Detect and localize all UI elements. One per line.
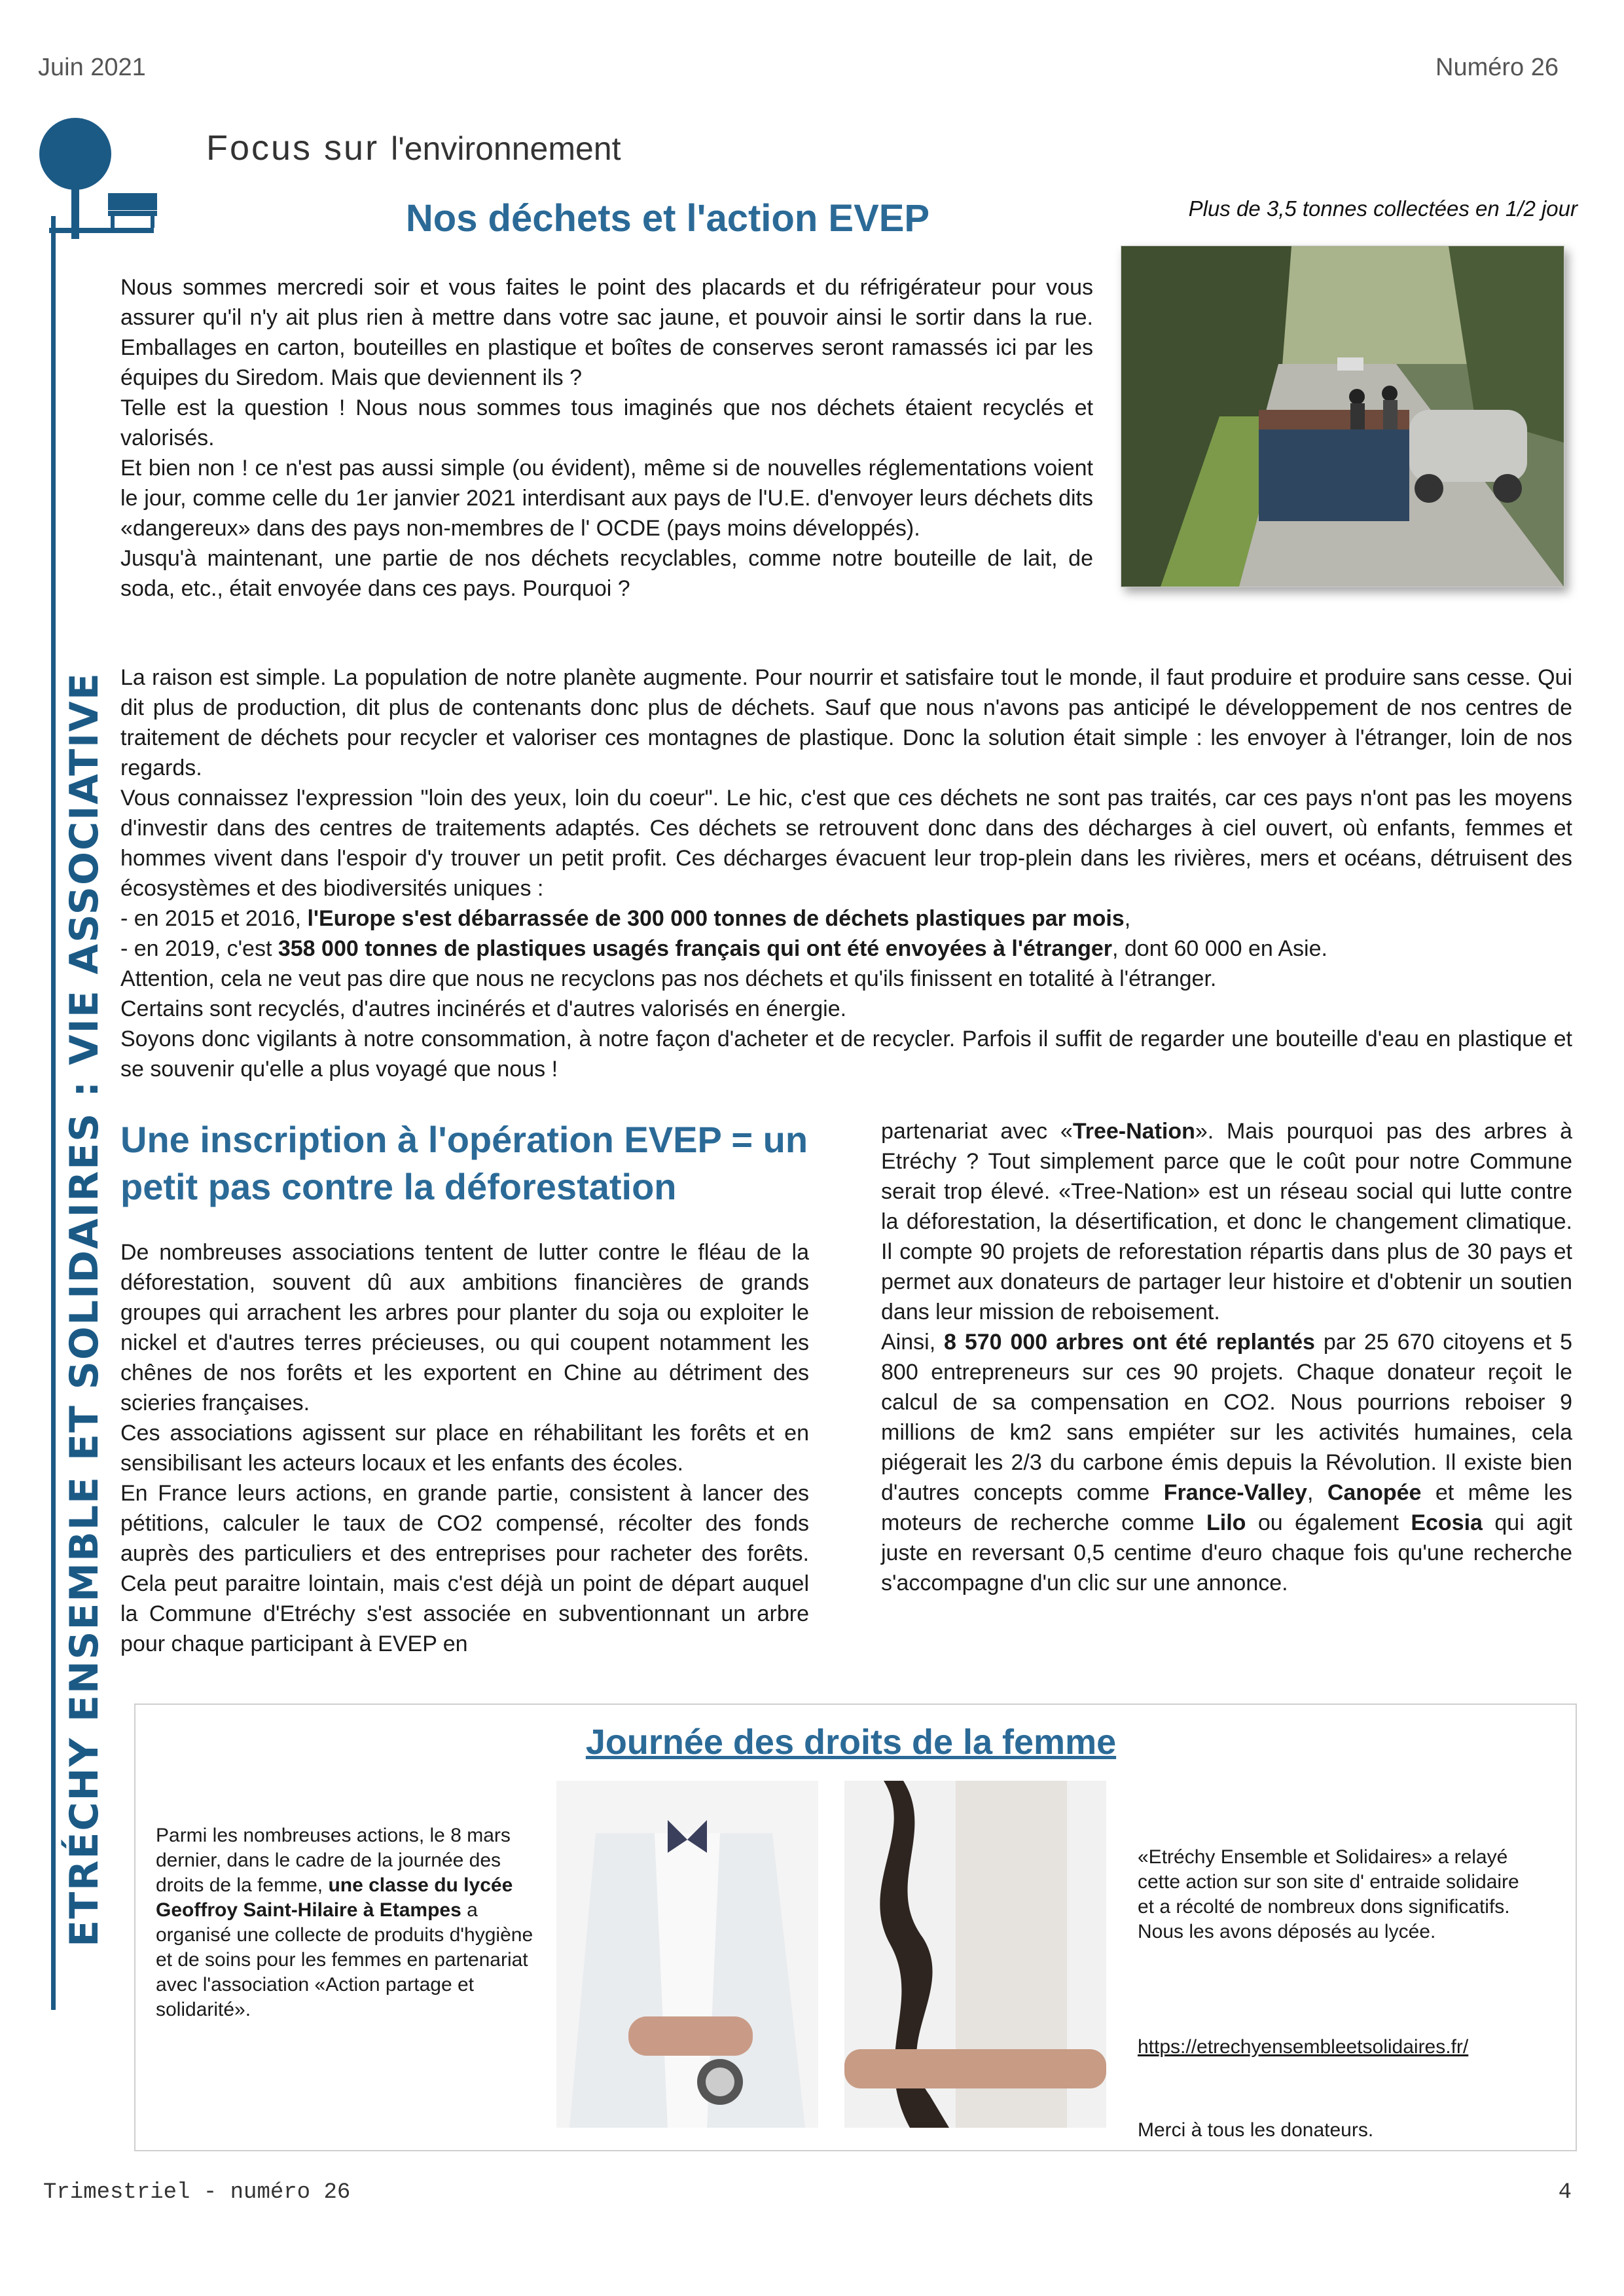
bullet-2019-bold: 358 000 tonnes de plastiques usagés français qui ont été envoyées à l'étranger — [278, 936, 1112, 961]
article2-left-p2: Ces associations agissent sur place en réhabilitant les forêts et en sensibilisant les acteurs locaux et les enfants des écoles. — [120, 1421, 809, 1476]
box-right-p1: «Etréchy Ensemble et Solidaires» a relayé cette action sur son site d' entraide solidaire et a récolté de nombreux dons significatifs. — [1138, 1846, 1519, 1918]
article1-p9: Soyons donc vigilants à notre consommation, à notre façon d'acheter et de recycler. Parfois il suffit de regarder une bouteille d'eau en plastique et se souvenir qu'elle a plus voyagé que nous ! — [120, 1027, 1572, 1082]
article2-left-p1: De nombreuses associations tentent de lutter contre le fléau de la déforestation, souvent dû aux ambitions financières de grands groupes qui arrachent les arbres pour planter du soja ou exploiter le nickel et d'autres terres précieuses, ou qui coupent notamment les chênes de nos forêts et les exportent en Chine au détriment des scieries françaises. — [120, 1240, 809, 1415]
side-rail — [51, 216, 56, 2010]
roadside-dumpster-illustration — [1121, 246, 1564, 587]
article1-p5: La raison est simple. La population de notre planète augmente. Pour nourrir et satisfaire tout le monde, il faut produire et produire sans cesse. Qui dit plus de production, dit plus de contenants donc plus de déchets. Sauf que nous n'avons pas anticipé le développement de nos centres de traitement de déchets pour recycler et valoriser ces montagnes de plastique. Donc la solution était simple : les envoyer à l'étranger, loin de nos regards. — [120, 665, 1572, 780]
collection-photo — [1121, 246, 1564, 587]
man-photo — [556, 1781, 818, 2128]
article2-left-column — [120, 1237, 809, 1659]
box-left-text: Parmi les nombreuses actions, le 8 mars dernier, dans le cadre de la journée des droits de la femme, une classe du lycée Geoffroy Saint-Hilaire à Etampes a organisé une collecte de produits d'hygiène et de soins pour les femmes en partenariat avec l'association «Action partage et solidarité». — [156, 1825, 533, 2020]
man-in-suit-illustration — [556, 1781, 818, 2128]
box-title: Journée des droits de la femme — [585, 1722, 1117, 1762]
lilo-bold: Lilo — [1206, 1510, 1246, 1535]
article1-p1: Nous sommes mercredi soir et vous faites le point des placards et du réfrigérateur pour vous assurer qu'il n'y ait plus rien à mettre dans votre sac jaune, et pouvoir ainsi le sortir dans la rue. Emballages en carton, bouteilles en plastique et boîtes de conserves seront ramassés ici par les équipes du Siredom. Mais que deviennent ils ? — [120, 275, 1093, 390]
kicker-b: l'environnement — [391, 130, 621, 167]
bullet-2015-bold: l'Europe s'est débarrassée de 300 000 tonnes de déchets plastiques par mois — [307, 906, 1125, 931]
lycee-bold: une classe du lycée Geoffroy Saint-Hilaire à Etampes — [156, 1874, 513, 1921]
article1-title: Nos déchets et l'action EVEP — [405, 197, 930, 240]
article1-body-top — [120, 272, 1093, 604]
thanks-text: Merci à tous les donateurs. — [1138, 2119, 1374, 2141]
box-right-p2: Nous les avons déposés au lycée. — [1138, 1921, 1436, 1942]
header-issue: Numéro 26 — [1435, 54, 1559, 81]
header-date: Juin 2021 — [38, 54, 146, 81]
trees-replanted-bold: 8 570 000 arbres ont été replantés — [944, 1330, 1315, 1355]
ecosia-bold: Ecosia — [1411, 1510, 1483, 1535]
woman-braid-illustration — [844, 1781, 1106, 2128]
article1-p2: Telle est la question ! Nous nous sommes tous imaginés que nos déchets étaient recyclés et valorisés. — [120, 395, 1093, 450]
page-number: 4 — [1558, 2180, 1572, 2205]
article2-right-p1: partenariat avec «Tree-Nation». Mais pourquoi pas des arbres à Etréchy ? Tout simplement parce que le coût pour notre Commune serait trop élevé. «Tree-Nation» est un réseau social qui lutte contre la déforestation, la désertification, et donc le changement climatique. Il compte 90 projets de reforestation répartis dans plus de 30 pays et permet aux donateurs de partager leur histoire et d'obtenir un soutien dans leur mission de reboisement. — [881, 1119, 1572, 1324]
bullet-2015: - en 2015 et 2016, l'Europe s'est débarrassée de 300 000 tonnes de déchets plastiques par mois, — [120, 906, 1131, 931]
article1-p6: Vous connaissez l'expression "loin des yeux, loin du coeur". Le hic, c'est que ces déchets ne sont pas traités, car ces pays n'ont pas les moyens d'investir dans des centres de traitements adaptés. Ces déchets se retrouvent donc dans des décharges à ciel ouvert, où enfants, femmes et hommes vivent dans l'espoir d'y trouver un petit profit. Ces décharges évacuent leur trop-plein dans les rivières, mers et océans, détruisent des écosystèmes et des biodiversités uniques : — [120, 786, 1572, 901]
article2-right-p2: Ainsi, 8 570 000 arbres ont été replantés par 25 670 citoyens et 5 800 entrepreneurs sur ces 90 projets. Chaque donateur reçoit le calcul de sa compensation en CO2. Nous pourrions reboiser 9 millions de km2 sans empiéter sur les activités humaines, cela piégerait les 2/3 du carbone émis depuis la Révolution. Il existe bien d'autres concepts comme France-Valley, Canopée et même les moteurs de recherche comme Lilo ou également Ecosia qui agit juste en reversant 0,5 centime d'euro chaque fois qu'une recherche s'accompagne d'un clic sur une annonce. — [881, 1330, 1572, 1595]
article2-right-column — [881, 1116, 1572, 1598]
article1-p3: Et bien non ! ce n'est pas aussi simple (ou évident), même si de nouvelles réglementations voient le jour, comme celle du 1er janvier 2021 interdisant aux pays de l'U.E. d'envoyer leurs déchets dits «dangereux» dans des pays non-membres de l' OCDE (pays moins développés). — [120, 456, 1093, 541]
article2-left-p3: En France leurs actions, en grande partie, consistent à lancer des pétitions, calculer le taux de CO2 compensé, récolter des fonds auprès des particuliers et des entreprises pour racheter des forêts. Cela peut paraitre lointain, mais c'est déjà un point de départ auquel la Commune d'Etréchy s'est associée en subventionnant un arbre pour chaque participant à EVEP en — [120, 1481, 809, 1656]
article1-p4: Jusqu'à maintenant, une partie de nos déchets recyclables, comme notre bouteille de lait, de soda, etc., était envoyée dans ces pays. Pourquoi ? — [120, 546, 1093, 601]
vertical-section-title: ETRÉCHY ENSEMBLE ET SOLIDAIRES : VIE ASSOCIATIVE — [62, 672, 107, 1947]
woman-photo — [844, 1781, 1106, 2128]
bullet-2019: - en 2019, c'est 358 000 tonnes de plastiques usagés français qui ont été envoyées à l'étranger, dont 60 000 en Asie. — [120, 936, 1327, 961]
article1-body-wide — [120, 663, 1572, 1084]
box-right-text — [1138, 1845, 1530, 1944]
article1-p8: Certains sont recyclés, d'autres incinérés et d'autres valorisés en énergie. — [120, 996, 847, 1021]
kicker-a: Focus sur — [206, 128, 380, 168]
section-kicker — [206, 128, 621, 168]
footer-periodicity: Trimestriel - numéro 26 — [43, 2180, 351, 2205]
canopee-bold: Canopée — [1327, 1480, 1422, 1505]
website-link[interactable]: https://etrechyensembleetsolidaires.fr/ — [1138, 2036, 1469, 2058]
article2-title: Une inscription à l'opération EVEP = un petit pas contre la déforestation — [120, 1119, 808, 1207]
tree-nation-bold: Tree-Nation — [1072, 1119, 1195, 1144]
photo-caption: Plus de 3,5 tonnes collectées en 1/2 jour — [1188, 196, 1578, 221]
france-valley-bold: France-Valley — [1163, 1480, 1307, 1505]
tree-bench-logo — [36, 111, 193, 242]
article1-p7: Attention, cela ne veut pas dire que nous ne recyclons pas nos déchets et qu'ils finissent en totalité à l'étranger. — [120, 966, 1217, 991]
